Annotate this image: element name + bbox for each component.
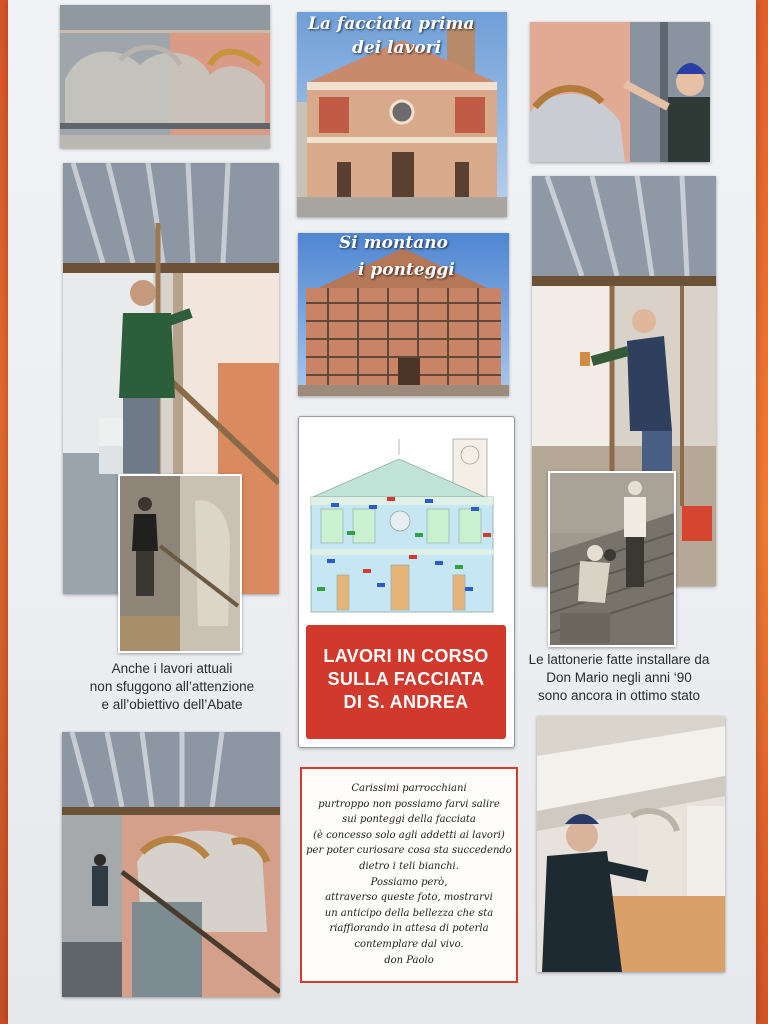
scaffolding-caption-line1: Si montano [339,233,448,253]
caption-right [512,651,726,705]
photo-inset-vintage-roof [548,471,676,647]
caption-right-line3: sono ancora in ottimo stato [537,688,701,703]
facade-drawing-card [298,416,515,748]
scaffolding-caption-line2: i ponteggi [358,260,455,280]
photo-ornament-detail [60,5,270,148]
caption-right-line1: Le lattonerie fatte installare da [528,652,710,667]
caption-right-line2: Don Mario negli anni ‘90 [546,670,692,685]
caption-left-line2: non sfuggono all’attenzione [89,679,255,694]
caption-left [62,660,282,714]
parish-letter-body: Carissimi parrocchiani purtroppo non possiamo farvi salire sui ponteggi della facciata (è concesso solo agli addetti ai lavori) per poter curiosare cosa sta succedendo dietro i teli bianchi. Possiamo però, attraverso queste foto, mostrarvi un anticipo della bellezza che sta riaffiorando in attesa di poterla contemplare dal vivo. [306,783,512,950]
parish-letter-signature: don Paolo [384,955,434,966]
photo-ornament-scaffolding [62,732,280,997]
orange-barrier-right [754,0,768,1024]
photo-scaffolding-facade [298,233,509,396]
facade-elevation-drawing [307,437,507,619]
facade-before-caption-line1: La facciata prima [308,14,475,34]
photo-restorer-top-right [530,22,710,162]
parish-letter [300,767,518,983]
caption-left-line1: Anche i lavori attuali [111,661,233,676]
photo-inset-worker [118,474,242,653]
facade-before-caption-line2: dei lavori [352,38,442,58]
caption-left-line3: e all’obiettivo dell’Abate [101,697,243,712]
photo-restorer-cornice [537,716,725,972]
title-panel-text: LAVORI IN CORSO SULLA FACCIATA DI S. ANDREA [323,646,489,712]
title-panel [306,625,506,739]
